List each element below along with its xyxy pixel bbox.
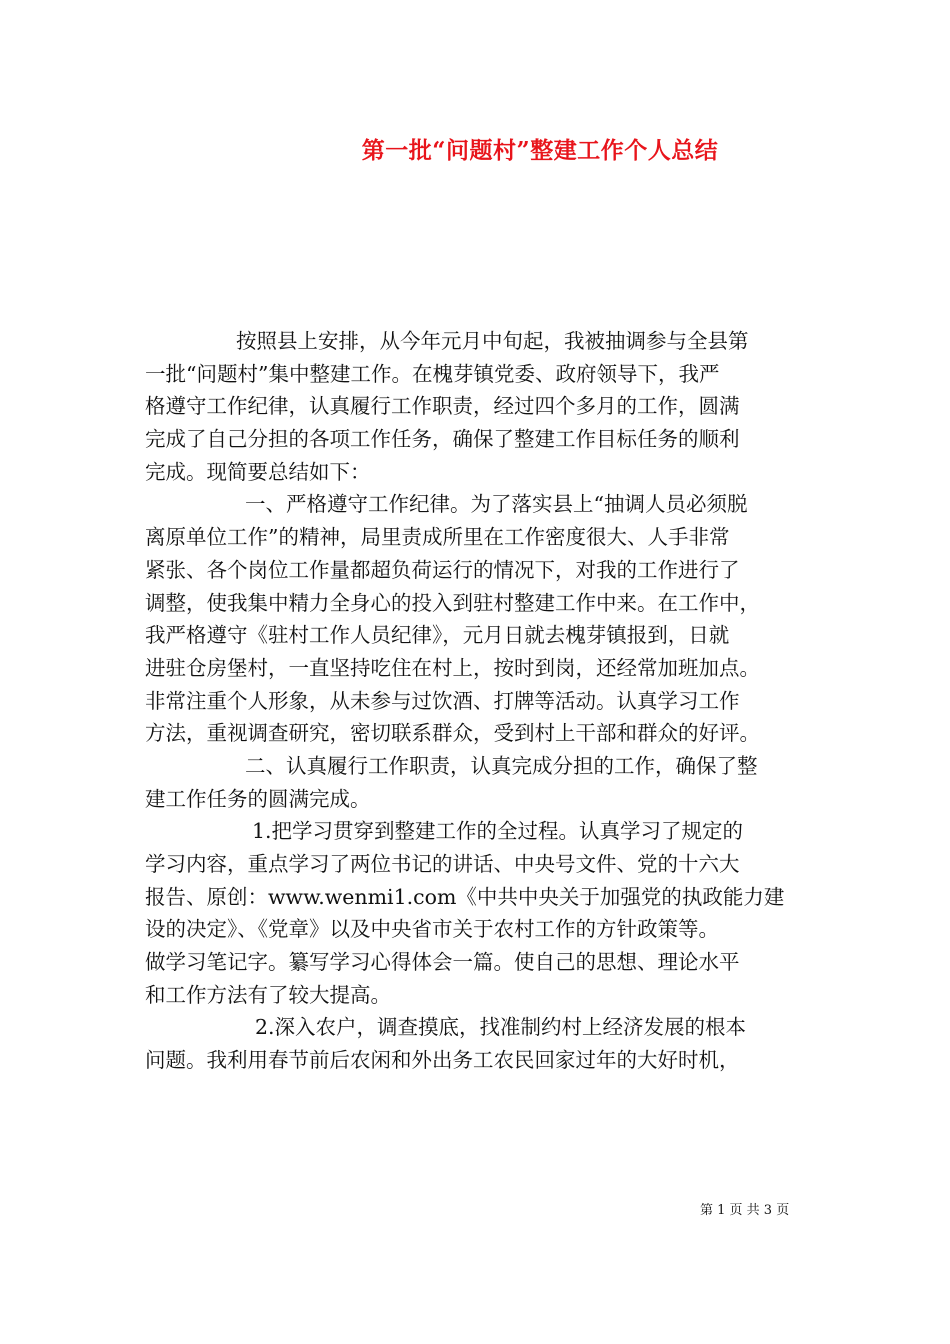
paragraph-line: 紧张、各个岗位工作量都超负荷运行的情况下，对我的工作进行了 xyxy=(145,557,740,582)
paragraph-line: 一批“问题村”集中整建工作。在槐芽镇党委、政府领导下，我严 xyxy=(145,361,720,386)
section-heading-line: 一、严格遵守工作纪律。为了落实县上“抽调人员必须脱 xyxy=(245,492,748,517)
paragraph-line: 非常注重个人形象，从未参与过饮酒、打牌等活动。认真学习工作 xyxy=(145,688,740,713)
paragraph-line: 离原单位工作”的精神，局里责成所里在工作密度很大、人手非常 xyxy=(145,525,730,550)
paragraph-line: 建工作任务的圆满完成。 xyxy=(145,786,371,811)
paragraph-line: 设的决定》、《党章》以及中央省市关于农村工作的方针政策等。 xyxy=(145,917,719,942)
paragraph-line: 报告、原创：www.wenmi1.com《中共中央关于加强党的执政能力建 xyxy=(145,884,785,909)
page-number: 第 1 页 共 3 页 xyxy=(700,1203,790,1218)
document-body xyxy=(145,325,815,1077)
paragraph-line: 学习内容，重点学习了两位书记的讲话、中央号文件、党的十六大 xyxy=(145,852,740,876)
paragraph-line: 和工作方法有了较大提高。 xyxy=(145,982,391,1007)
paragraph-line: 我严格遵守《驻村工作人员纪律》，元月日就去槐芽镇报到，日就 xyxy=(145,623,730,648)
section-heading-line: 二、认真履行工作职责，认真完成分担的工作，确保了整 xyxy=(245,753,758,778)
page-title: 第一批“问题村”整建工作个人总结 xyxy=(361,137,719,164)
paragraph-line: 格遵守工作纪律，认真履行工作职责，经过四个多月的工作，圆满 xyxy=(145,394,740,419)
paragraph-line: 方法，重视调查研究，密切联系群众，受到村上干部和群众的好评。 xyxy=(145,721,760,746)
paragraph-line: 问题。我利用春节前后农闲和外出务工农民回家过年的大好时机， xyxy=(145,1048,740,1073)
list-item-line: 2.深入农户，调查摸底，找准制约村上经济发展的根本 xyxy=(255,1015,747,1040)
paragraph-line: 做学习笔记字。纂写学习心得体会一篇。使自己的思想、理论水平 xyxy=(145,950,740,975)
paragraph-line: 进驻仓房堡村，一直坚持吃住在村上，按时到岗，还经常加班加点。 xyxy=(145,655,760,680)
paragraph-line: 完成。现简要总结如下： xyxy=(145,459,371,484)
paragraph-line: 调整，使我集中精力全身心的投入到驻村整建工作中来。在工作中， xyxy=(145,590,760,615)
paragraph-line: 完成了自己分担的各项工作任务，确保了整建工作目标任务的顺利 xyxy=(145,427,740,452)
paragraph-line: 按照县上安排，从今年元月中旬起，我被抽调参与全县第 xyxy=(236,329,749,353)
list-item-line: 1.把学习贯穿到整建工作的全过程。认真学习了规定的 xyxy=(252,819,744,844)
